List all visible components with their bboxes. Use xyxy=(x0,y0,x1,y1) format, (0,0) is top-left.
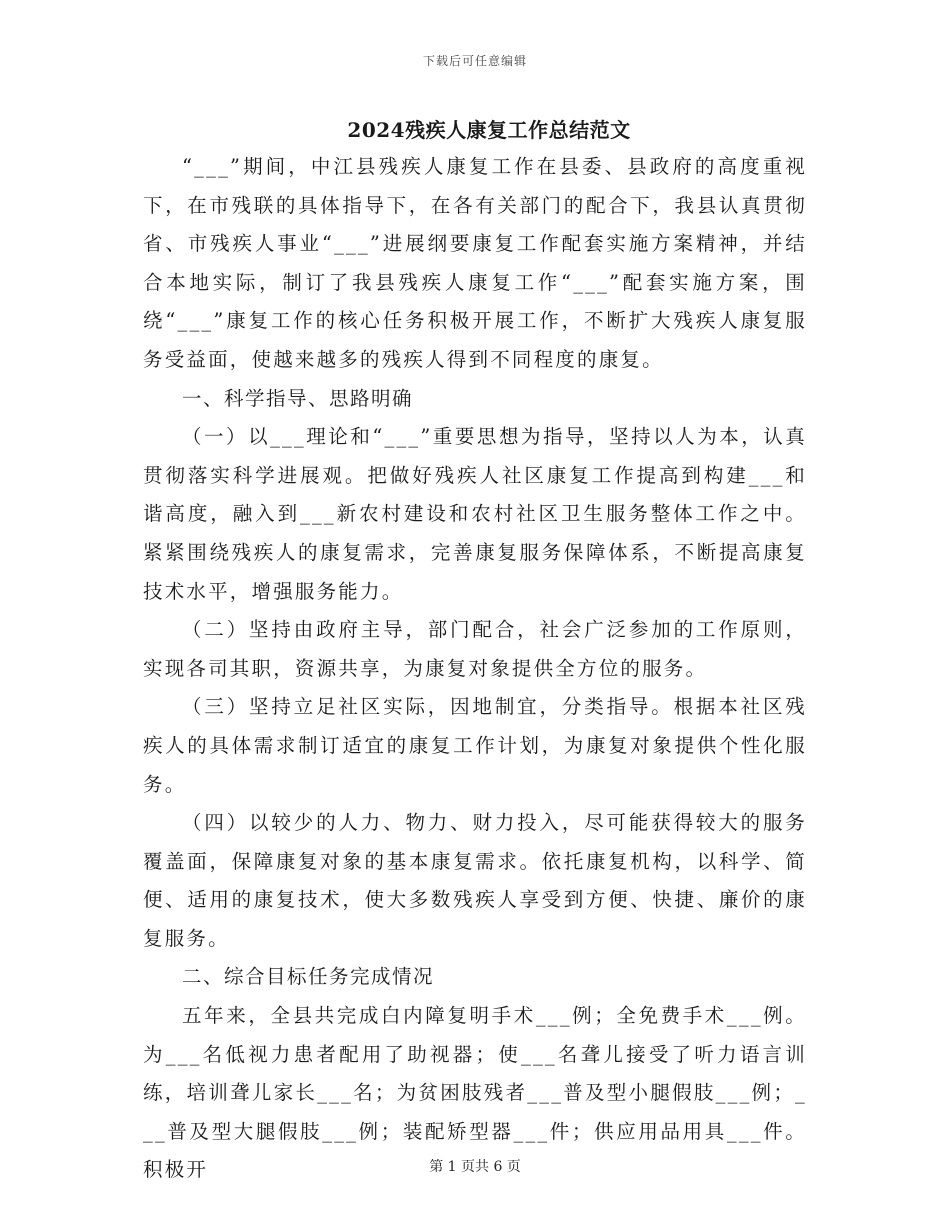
paragraph-intro: “___”期间，中江县残疾人康复工作在县委、县政府的高度重视下，在市残联的具体指导下，在各有关部门的配合下，我县认真贯彻省、市残疾人事业“___”进展纲要康复工作配套实施方案精神，并结合本地实际，制订了我县残疾人康复工作“___”配套实施方案，围绕“___”康复工作的核心任务积极开展工作，不断扩大残疾人康复服务受益面，使越来越多的残疾人得到不同程度的康复。 xyxy=(143,155,807,371)
section-heading-1: 一、科学指导、思路明确 xyxy=(182,386,414,410)
section-heading-2: 二、综合目标任务完成情况 xyxy=(182,965,435,989)
paragraph-item-2: （二）坚持由政府主导，部门配合，社会广泛参加的工作原则，实现各司其职，资源共享，为康复对象提供全方位的服务。 xyxy=(143,618,807,680)
paragraph-results: 五年来，全县共完成白内障复明手术___例；全免费手术___例。为___名低视力患者配用了助视器；使___名聋儿接受了听力语言训练，培训聋儿家长___名；为贫困肢残者___普及型小腿假肢___例；___普及型大腿假肢___例；装配矫型器___件；供应用品用具___件。积极开 xyxy=(143,1004,807,1182)
paragraph-item-4: （四）以较少的人力、物力、财力投入，尽可能获得较大的服务覆盖面，保障康复对象的基本康复需求。依托康复机构，以科学、简便、适用的康复技术，使大多数残疾人享受到方便、快捷、廉价的康复服务。 xyxy=(143,811,807,950)
document-body xyxy=(143,112,807,1190)
page-number: 第 1 页共 6 页 xyxy=(429,1159,521,1175)
document-title: 2024残疾人康复工作总结范文 xyxy=(347,118,631,142)
header-note: 下载后可任意编辑 xyxy=(422,54,527,68)
paragraph-item-1: （一）以___理论和“___”重要思想为指导，坚持以人为本，认真贯彻落实科学进展观。把做好残疾人社区康复工作提高到构建___和谐高度，融入到___新农村建设和农村社区卫生服务整体工作之中。紧紧围绕残疾人的康复需求，完善康复服务保障体系，不断提高康复技术水平，增强服务能力。 xyxy=(143,425,807,603)
paragraph-item-3: （三）坚持立足社区实际，因地制宜，分类指导。根据本社区残疾人的具体需求制订适宜的康复工作计划，为康复对象提供个性化服务。 xyxy=(143,695,807,796)
